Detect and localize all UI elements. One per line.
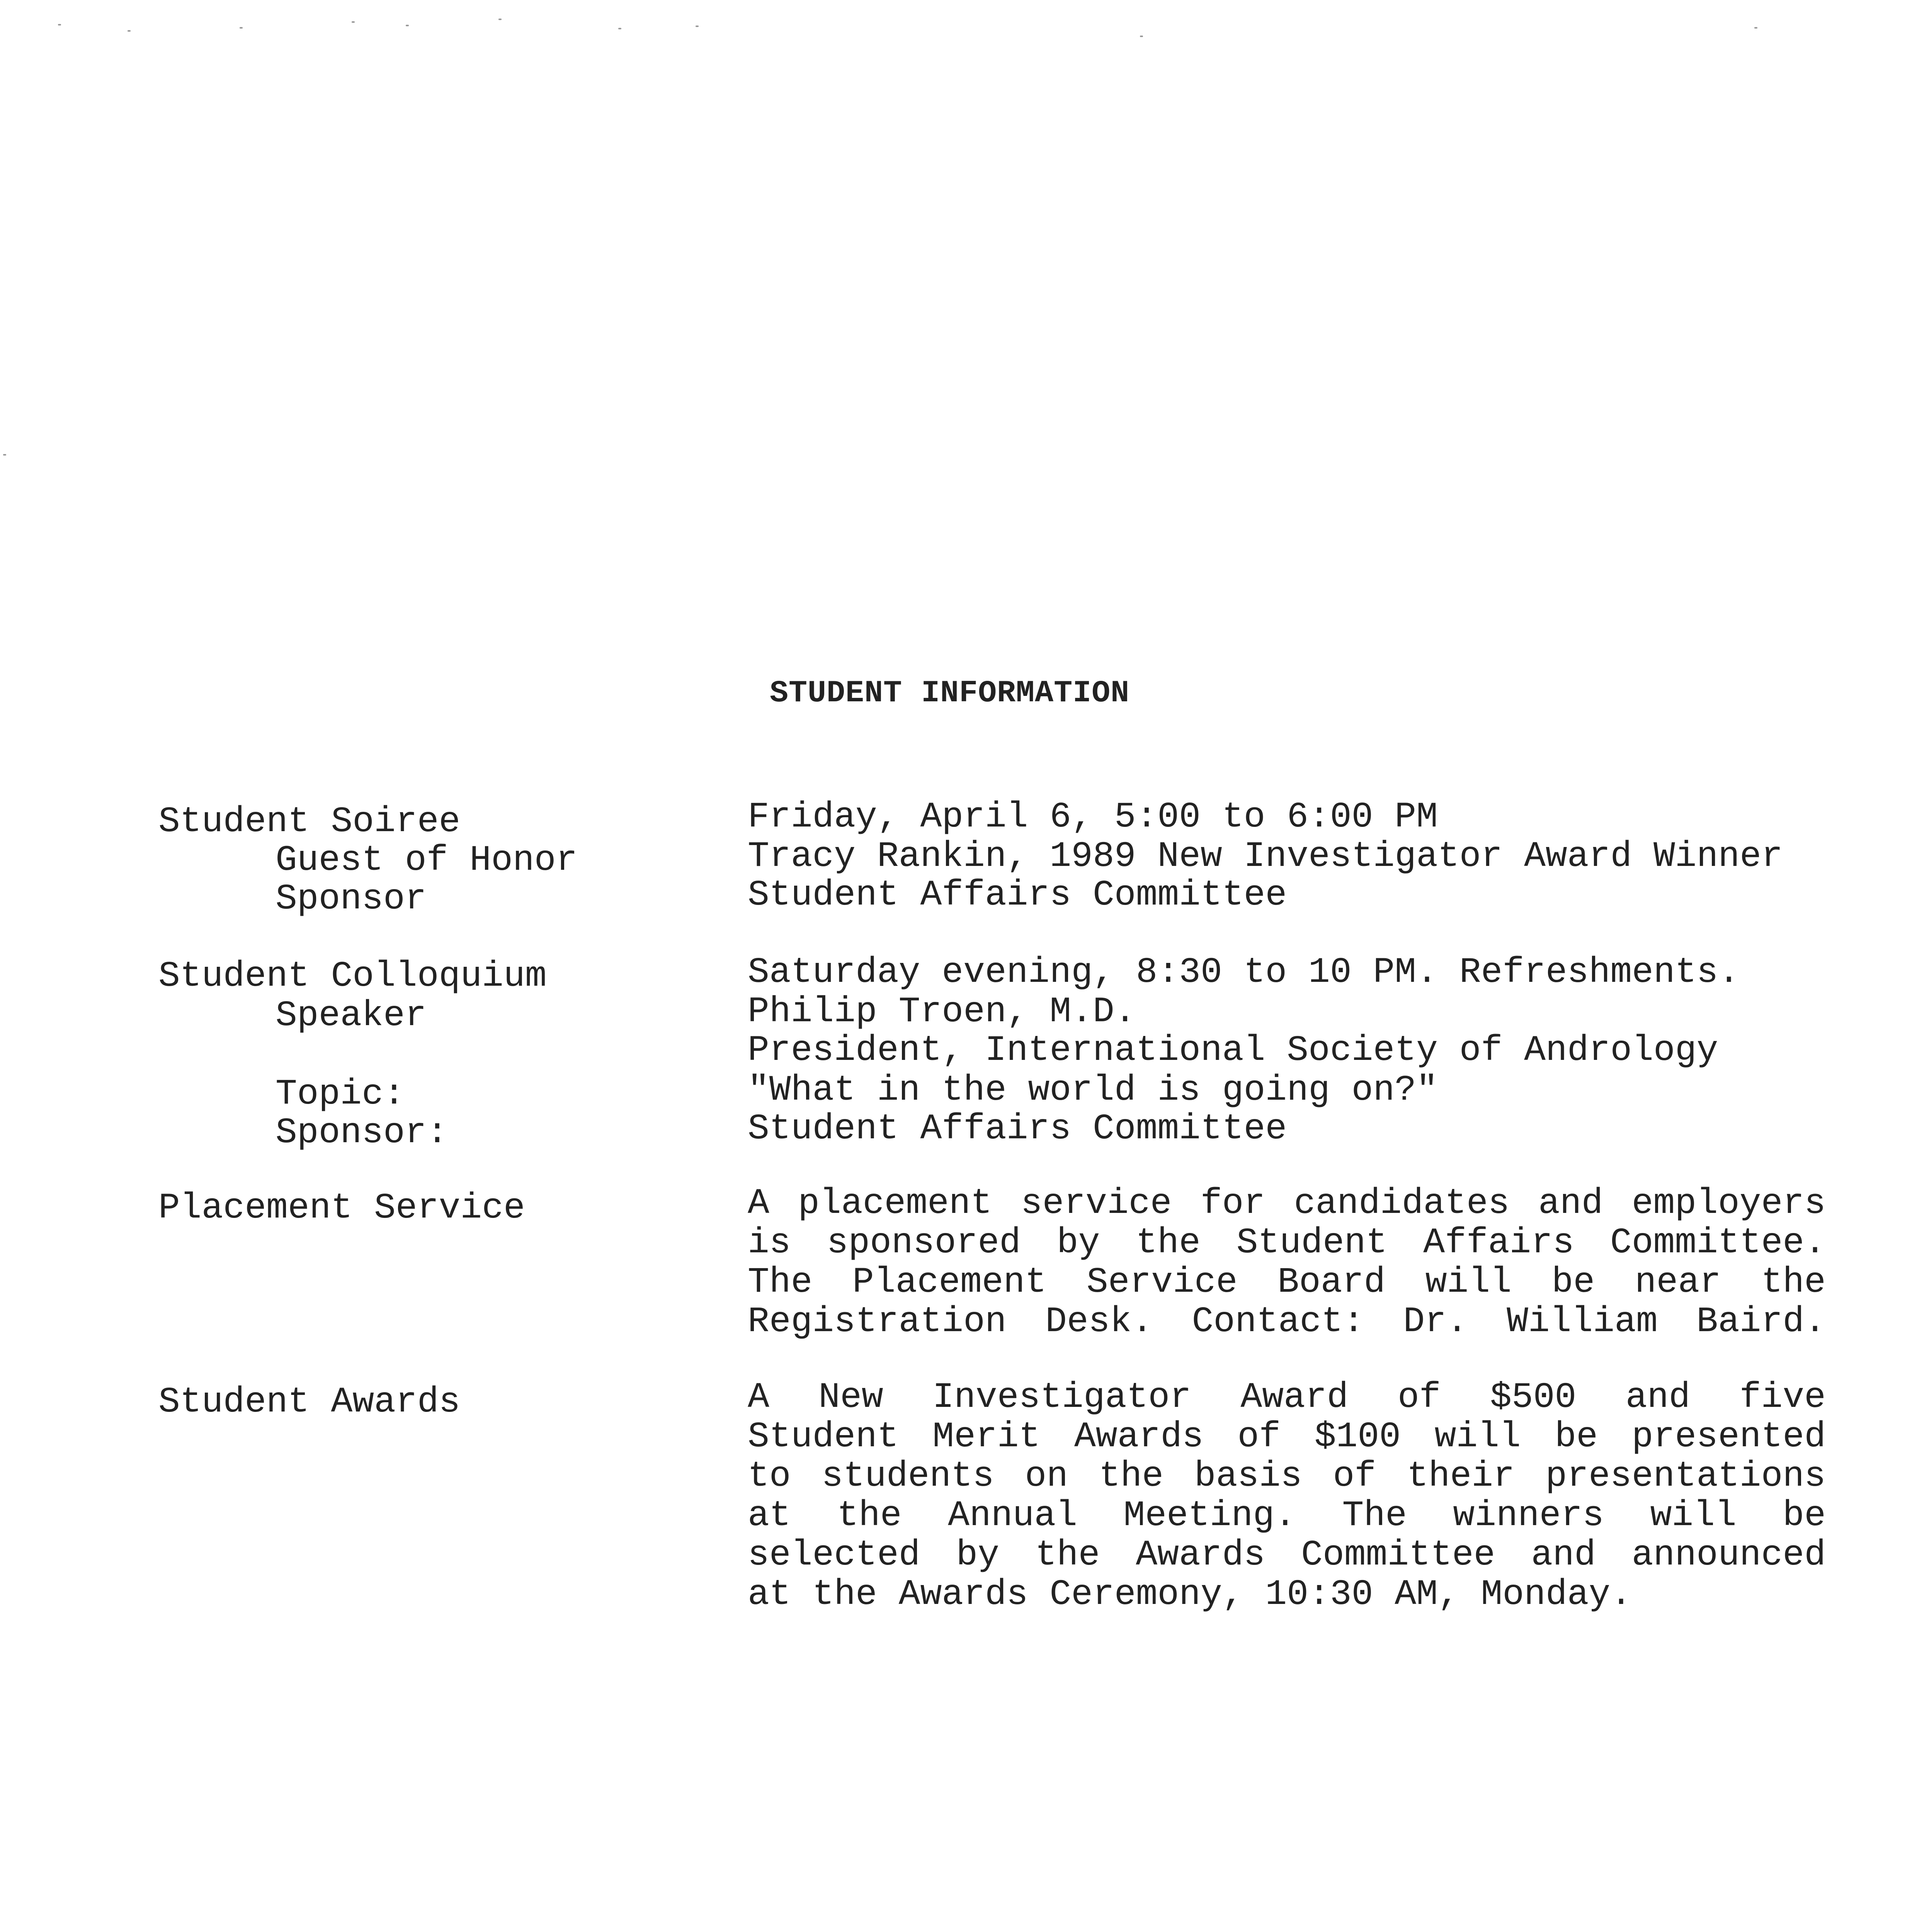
awards-line: A New Investigator Award of $500 and five xyxy=(748,1377,1826,1418)
colloquium-speaker-title: President, International Society of Andrology xyxy=(748,1030,1718,1071)
sub-label-sponsor: Sponsor xyxy=(276,879,427,919)
awards-line: Student Merit Awards of $100 will be presented xyxy=(748,1417,1826,1457)
scan-speck xyxy=(1754,27,1757,29)
scan-speck xyxy=(1140,36,1143,37)
scan-speck xyxy=(3,454,6,456)
sub-label-speaker: Speaker xyxy=(276,995,427,1036)
colloquium-time: Saturday evening, 8:30 to 10 PM. Refreshments. xyxy=(748,952,1740,993)
awards-line: to students on the basis of their presentations xyxy=(748,1456,1826,1497)
section-label-colloquium: Student Colloquium xyxy=(158,956,547,997)
soiree-guest: Tracy Rankin, 1989 New Investigator Award Winner xyxy=(748,836,1783,877)
section-label-placement: Placement Service xyxy=(158,1188,525,1228)
scan-speck xyxy=(618,28,621,29)
scan-speck xyxy=(498,19,502,20)
awards-line: selected by the Awards Committee and announced xyxy=(748,1535,1826,1575)
scan-speck xyxy=(240,27,243,29)
sub-label-colloquium-sponsor: Sponsor: xyxy=(276,1112,448,1153)
soiree-date: Friday, April 6, 5:00 to 6:00 PM xyxy=(748,797,1438,837)
section-label-soiree: Student Soiree xyxy=(158,801,461,842)
scan-speck xyxy=(128,30,131,32)
placement-line: The Placement Service Board will be near the xyxy=(748,1262,1826,1303)
sub-label-topic: Topic: xyxy=(276,1074,405,1114)
scan-speck xyxy=(58,24,61,26)
sub-label-guest-of-honor: Guest of Honor xyxy=(276,840,578,881)
scan-speck xyxy=(352,21,355,23)
placement-line: is sponsored by the Student Affairs Committee. xyxy=(748,1223,1826,1263)
placement-line: Registration Desk. Contact: Dr. William Baird. xyxy=(748,1301,1826,1342)
colloquium-speaker: Philip Troen, M.D. xyxy=(748,992,1136,1032)
section-label-awards: Student Awards xyxy=(158,1382,461,1422)
scan-speck xyxy=(406,25,409,26)
soiree-sponsor: Student Affairs Committee xyxy=(748,875,1287,915)
awards-line: at the Annual Meeting. The winners will be xyxy=(748,1495,1826,1536)
scan-speck xyxy=(696,26,699,27)
awards-line: at the Awards Ceremony, 10:30 AM, Monday. xyxy=(748,1574,1632,1615)
page-title: STUDENT INFORMATION xyxy=(770,676,1130,711)
colloquium-sponsor: Student Affairs Committee xyxy=(748,1109,1287,1149)
placement-line: A placement service for candidates and employers xyxy=(748,1183,1826,1224)
colloquium-topic: "What in the world is going on?" xyxy=(748,1070,1438,1111)
